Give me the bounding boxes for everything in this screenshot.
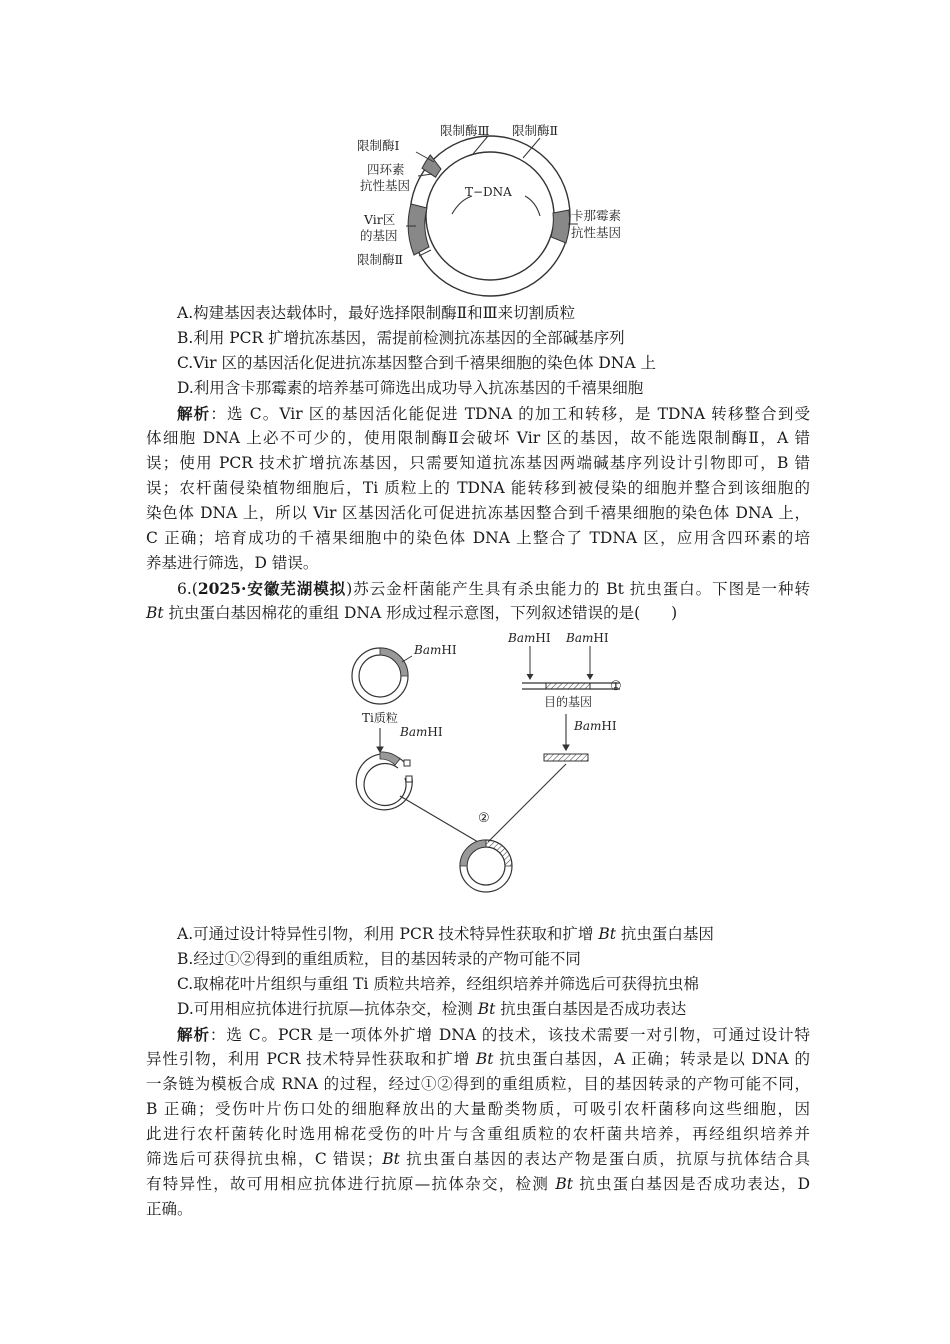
enzyme2-top-label: 限制酶Ⅱ	[512, 123, 558, 138]
recombination-figure	[340, 628, 650, 900]
ti-cut-pointer	[402, 656, 412, 662]
q6-stem-line-1	[177, 576, 810, 602]
q6-option-a-text-2: 抗虫蛋白基因	[616, 925, 714, 943]
q6-number: 6.(	[177, 580, 198, 598]
q6-a6-bt: Bt	[382, 1150, 400, 1168]
recombination-diagram	[340, 628, 650, 900]
q5-option-b: B.利用 PCR 扩增抗冻基因，需提前检测抗冻基因的全部碱基序列	[177, 329, 625, 347]
q6-option-d	[177, 997, 810, 1022]
vir-label-1: Vir区	[364, 212, 396, 227]
recombinant-shaded	[460, 840, 486, 866]
tdna-label: T−DNA	[465, 185, 512, 199]
q5-analysis-line-6: C 正确；培育成功的千禧果细胞中的染色体 DNA 上整合了 TDNA 区，应用含四环素的培	[146, 529, 810, 547]
q6-a2-text-2: 抗虫蛋白基因，A 正确；转录是以 DNA 的	[493, 1050, 810, 1068]
enzyme2-top-pointer	[523, 138, 540, 158]
q5-analysis-label: 解析	[177, 404, 211, 423]
q5-option-d: D.利用含卡那霉素的培养基可筛选出成功导入抗冻基因的千禧果细胞	[177, 379, 644, 397]
ti-plasmid-shaded	[380, 648, 408, 676]
q6-option-d-text-1: D.可用相应抗体进行抗原—抗体杂交，检测	[177, 1000, 478, 1018]
bam-label-1: BamHⅠ	[414, 643, 457, 657]
q6-a7-text-1: 有特异性，故可用相应抗体进行抗原—抗体杂交，检测	[146, 1175, 556, 1193]
plasmid-diagram	[340, 118, 640, 318]
kan-gene-segment	[551, 210, 570, 243]
tdna-bracket	[452, 196, 540, 216]
bam-label-3: BamHⅠ	[508, 631, 551, 645]
q6-stem-bt: Bt	[146, 604, 164, 622]
vir-label-2: 的基因	[360, 228, 398, 243]
q5-analysis-text: ：选 C。Vir 区的基因活化能促进 TDNA 的加工和转移，是 TDNA 转移整合到受	[210, 405, 810, 423]
vir-region-segment	[408, 204, 429, 255]
q6-analysis-line-3: 一条链为模板合成 RNA 的过程，经过①②得到的重组质粒，目的基因转录的产物可能不同，	[146, 1075, 810, 1093]
bam-label-4: BamHⅠ	[566, 631, 609, 645]
q5-analysis-line-4: 误；农杆菌侵染植物细胞后，Ti 质粒上的 TDNA 能转移到被侵染的细胞并整合到该细胞的	[146, 479, 810, 497]
q6-analysis-line-1	[177, 1022, 810, 1048]
opened-plasmid-inner	[364, 764, 406, 806]
q6-option-a-bt: Bt	[598, 925, 616, 943]
q6-analysis-line-8: 正确。	[146, 1200, 193, 1218]
q6-a7-text-2: 抗虫蛋白基因是否成功表达，D	[572, 1175, 810, 1193]
sticky-end-2	[406, 776, 412, 782]
q5-analysis-line-7: 养基进行筛选，D 错误。	[146, 554, 319, 572]
sticky-end-1	[404, 760, 410, 766]
q6-option-b: B.经过①②得到的重组质粒，目的基因转录的产物可能不同	[177, 950, 581, 968]
merge-line-right	[488, 764, 566, 842]
tet-label-1: 四环素	[367, 162, 405, 177]
step1-marker: ①	[610, 679, 622, 694]
enzyme3-label: 限制酶Ⅲ	[440, 123, 490, 138]
enzyme3-pointer	[473, 136, 488, 154]
gene-fragment	[544, 754, 588, 761]
q6-stem-text-2: 抗虫蛋白基因棉花的重组 DNA 形成过程示意图，下列叙述错误的是( )	[163, 604, 678, 622]
kan-label-1: 卡那霉素	[571, 208, 622, 223]
q5-analysis-line-3: 误；使用 PCR 技术扩增抗冻基因，只需要知道抗冻基因两端碱基序列设计引物即可，B 错	[146, 454, 810, 472]
target-gene-block	[546, 683, 590, 689]
step2-marker: ②	[478, 811, 490, 826]
target-gene-label: 目的基因	[544, 695, 593, 709]
bam-label-5: BamHⅠ	[574, 719, 617, 733]
q6-analysis-label: 解析	[177, 1025, 210, 1044]
q6-option-d-text-2: 抗虫蛋白基因是否成功表达	[495, 1000, 687, 1018]
q6-stem-text-1: )苏云金杆菌能产生具有杀虫能力的 Bt 抗虫蛋白。下图是一种转	[346, 580, 810, 598]
q6-analysis-line-7	[146, 1172, 810, 1197]
q5-analysis-line-2: 体细胞 DNA 上必不可少的，使用限制酶Ⅱ会破坏 Vir 区的基因，故不能选限制酶Ⅱ，A 错	[146, 429, 810, 447]
q5-option-a: A.构建基因表达载体时，最好选择限制酶Ⅱ和Ⅲ来切割质粒	[177, 304, 576, 322]
plasmid-figure	[340, 118, 640, 318]
q6-stem-line-2	[146, 601, 810, 626]
q6-a2-bt: Bt	[475, 1050, 494, 1068]
recombinant-insert	[486, 840, 512, 866]
q5-option-c: C.Vir 区的基因活化促进抗冻基因整合到千禧果细胞的染色体 DNA 上	[177, 354, 656, 372]
kan-label-2: 抗性基因	[571, 225, 622, 240]
q6-option-d-bt: Bt	[477, 1000, 496, 1018]
merge-line-left	[400, 796, 478, 842]
plasmid-inner-ring	[426, 152, 554, 280]
q6-option-a	[177, 922, 810, 947]
q6-source: 2025·安徽芜湖模拟	[197, 579, 347, 598]
q6-a2-text-1: 异性引物，利用 PCR 技术特异性获取和扩增	[146, 1050, 476, 1068]
q6-analysis-line-5: 此进行农杆菌转化时选用棉花受伤的叶片与含重组质粒的农杆菌共培养，再经组织培养并	[146, 1125, 810, 1143]
q6-analysis-line-6	[146, 1147, 810, 1172]
enzyme2-bottom-label: 限制酶Ⅱ	[357, 252, 403, 267]
q6-a6-text-1: 筛选后可获得抗虫棉，C 错误；	[146, 1150, 383, 1168]
q6-analysis-line-2	[146, 1047, 810, 1072]
q6-option-c: C.取棉花叶片组织与重组 Ti 质粒共培养，经组织培养并筛选后可获得抗虫棉	[177, 975, 699, 993]
q5-analysis-line-1	[177, 401, 810, 427]
q5-analysis-line-5: 染色体 DNA 上，所以 Vir 区基因活化可促进抗冻基因整合到千禧果细胞的染色体 DNA 上，	[146, 504, 810, 522]
q6-option-a-text-1: A.可通过设计特异性引物，利用 PCR 技术特异性获取和扩增	[177, 925, 599, 943]
bam-label-2: BamHⅠ	[400, 725, 443, 739]
q6-a7-bt: Bt	[555, 1175, 573, 1193]
q6-a6-text-2: 抗虫蛋白基因的表达产物是蛋白质，抗原与抗体结合具	[399, 1150, 810, 1168]
ti-plasmid-label: Ti质粒	[362, 711, 398, 725]
tet-label-2: 抗性基因	[360, 178, 411, 193]
q6-analysis-text-1: ：选 C。PCR 是一项体外扩增 DNA 的技术，该技术需要一对引物，可通过设计特	[209, 1026, 810, 1044]
tet-pointer	[418, 174, 432, 176]
q6-analysis-line-4: B 正确；受伤叶片伤口处的细胞释放出的大量酚类物质，可吸引农杆菌移向这些细胞，因	[146, 1100, 810, 1118]
enzyme1-label: 限制酶Ⅰ	[357, 138, 400, 153]
